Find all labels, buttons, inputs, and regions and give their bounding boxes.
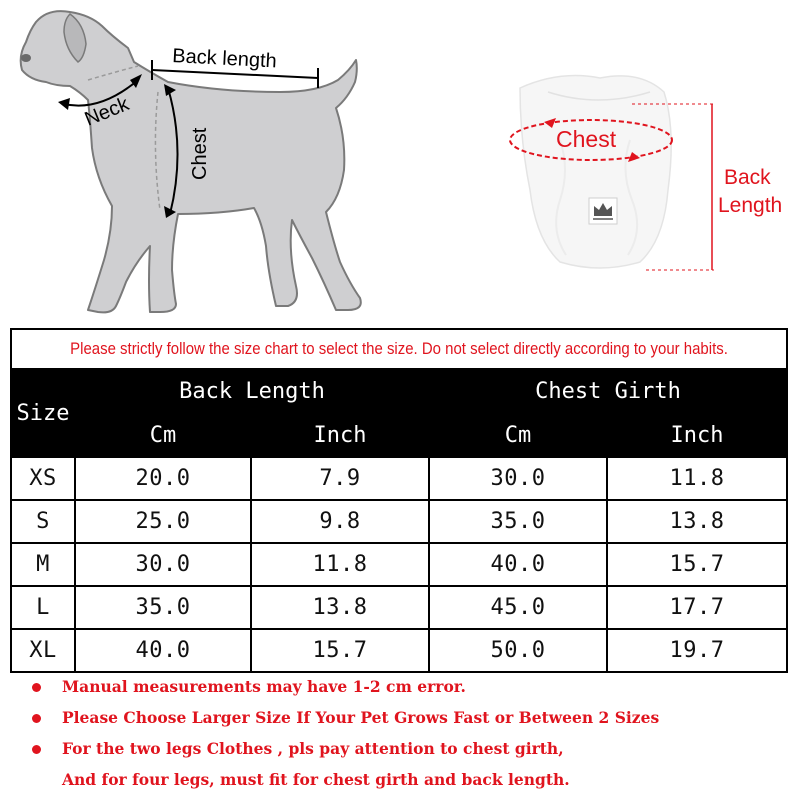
sweater-image bbox=[520, 76, 671, 268]
size-cell: L bbox=[11, 586, 75, 629]
value-cell: 50.0 bbox=[429, 629, 607, 672]
chest-girth-header: Chest Girth bbox=[429, 369, 787, 413]
table-row bbox=[11, 500, 787, 543]
size-cell: XL bbox=[11, 629, 75, 672]
unit-header-back-inch: Inch bbox=[251, 413, 429, 457]
value-cell: 35.0 bbox=[75, 586, 251, 629]
value-cell: 11.8 bbox=[251, 543, 429, 586]
size-chart bbox=[10, 328, 786, 673]
back-length-measure bbox=[152, 45, 318, 88]
unit-header-back-cm: Cm bbox=[75, 413, 251, 457]
value-cell: 17.7 bbox=[607, 586, 787, 629]
table-row bbox=[11, 543, 787, 586]
note-item bbox=[30, 674, 790, 705]
measurement-illustration bbox=[0, 0, 800, 325]
value-cell: 15.7 bbox=[251, 629, 429, 672]
size-cell: XS bbox=[11, 457, 75, 500]
table-row bbox=[11, 629, 787, 672]
unit-header-chest-inch: Inch bbox=[607, 413, 787, 457]
bullet-dot-icon bbox=[32, 714, 41, 723]
size-column-header: Size bbox=[11, 369, 75, 457]
size-cell: M bbox=[11, 543, 75, 586]
note-item bbox=[30, 767, 790, 798]
value-cell: 13.8 bbox=[251, 586, 429, 629]
sweater-chest-label: Chest bbox=[556, 126, 617, 152]
sweater-back-label: Back bbox=[724, 166, 771, 189]
value-cell: 11.8 bbox=[607, 457, 787, 500]
value-cell: 19.7 bbox=[607, 629, 787, 672]
size-notice: Please strictly follow the size chart to select the size. Do not select directly according to your habits. bbox=[70, 339, 728, 358]
notes-list bbox=[30, 674, 790, 798]
bullet-dot-icon bbox=[32, 683, 41, 692]
dog-chest-label: Chest bbox=[189, 127, 211, 180]
value-cell: 45.0 bbox=[429, 586, 607, 629]
value-cell: 25.0 bbox=[75, 500, 251, 543]
note-item bbox=[30, 705, 790, 736]
sweater-length-label: Length bbox=[718, 194, 783, 217]
value-cell: 30.0 bbox=[429, 457, 607, 500]
note-item bbox=[30, 736, 790, 767]
value-cell: 40.0 bbox=[75, 629, 251, 672]
value-cell: 35.0 bbox=[429, 500, 607, 543]
bullet-dot-icon bbox=[32, 745, 41, 754]
dog-neck-label: Neck bbox=[81, 93, 133, 131]
value-cell: 13.8 bbox=[607, 500, 787, 543]
notice-row bbox=[11, 329, 787, 369]
note-text: Please Choose Larger Size If Your Pet Grows Fast or Between 2 Sizes bbox=[62, 708, 660, 727]
value-cell: 40.0 bbox=[429, 543, 607, 586]
size-cell: S bbox=[11, 500, 75, 543]
table-row bbox=[11, 586, 787, 629]
note-text: And for four legs, must fit for chest girth and back length. bbox=[62, 770, 570, 789]
note-text: For the two legs Clothes , pls pay attention to chest girth, bbox=[62, 739, 564, 758]
value-cell: 9.8 bbox=[251, 500, 429, 543]
table-row bbox=[11, 457, 787, 500]
value-cell: 20.0 bbox=[75, 457, 251, 500]
value-cell: 7.9 bbox=[251, 457, 429, 500]
unit-header-chest-cm: Cm bbox=[429, 413, 607, 457]
value-cell: 30.0 bbox=[75, 543, 251, 586]
dog-back-length-label: Back length bbox=[171, 45, 278, 73]
note-text: Manual measurements may have 1-2 cm error. bbox=[62, 677, 466, 696]
size-table bbox=[10, 328, 788, 673]
value-cell: 15.7 bbox=[607, 543, 787, 586]
back-length-header: Back Length bbox=[75, 369, 429, 413]
